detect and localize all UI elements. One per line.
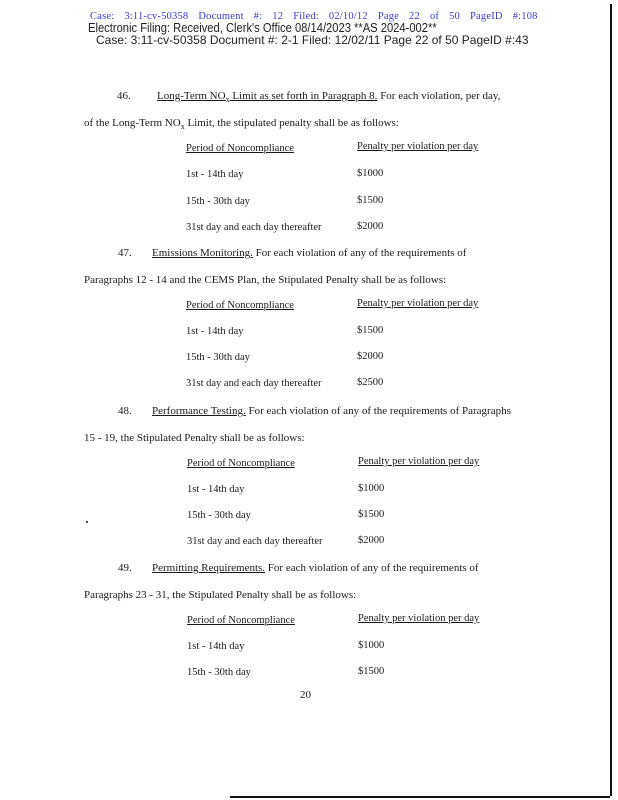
table-header-period: Period of Noncompliance (186, 300, 294, 311)
p46-line2-b: Limit, the stipulated penalty shall be as follows: (184, 117, 399, 129)
table-row-penalty: $2500 (357, 377, 384, 388)
paragraph-49-line-2: Paragraphs 23 - 31, the Stipulated Penalty shall be as follows: (84, 589, 357, 601)
paragraph-46-number: 46. (117, 90, 131, 102)
stamp-filed-label: Filed: (293, 11, 319, 22)
page-number: 20 (300, 689, 311, 701)
table-header-penalty: Penalty per violation per day (358, 456, 480, 467)
paragraph-48-title: Performance Testing. (152, 405, 246, 417)
table-header-period: Period of Noncompliance (187, 458, 295, 469)
stamp-pageid: #:108 (512, 11, 538, 22)
paragraph-48-line-2: 15 - 19, the Stipulated Penalty shall be as follows: (84, 432, 305, 444)
p46-title-subscript: x (225, 95, 230, 105)
table-row-period: 1st - 14th day (186, 169, 244, 180)
table-header-penalty: Penalty per violation per day (357, 141, 479, 152)
table-row-period: 1st - 14th day (186, 326, 244, 337)
table-row-penalty: $2000 (358, 535, 385, 546)
p46-text: For each violation, per day, (377, 90, 501, 102)
paragraph-46-line-1 (157, 90, 500, 104)
table-row-penalty: $1000 (357, 168, 384, 179)
stamp-filed-date: 02/10/12 (328, 11, 368, 22)
table-row-period: 31st day and each day thereafter (186, 222, 322, 233)
p47-text: For each violation of any of the requirements of (252, 247, 467, 259)
paragraph-47-number: 47. (118, 247, 132, 259)
stamp-page-number: 22 (409, 11, 420, 22)
paragraph-46-title (157, 90, 378, 105)
table-row-penalty: $1000 (358, 483, 385, 494)
scan-speck (86, 521, 88, 523)
case-header-line: Case: 3:11-cv-50358 Document #: 2-1 Filed: 12/02/11 Page 22 of 50 PageID #:43 (96, 33, 529, 47)
table-header-period: Period of Noncompliance (187, 615, 295, 626)
stamp-case-label: Case: (90, 11, 115, 22)
table-row-period: 31st day and each day thereafter (187, 536, 323, 547)
paragraph-48-number: 48. (118, 405, 132, 417)
table-row-period: 31st day and each day thereafter (186, 378, 322, 389)
p46-title-rest: Limit as set forth in Paragraph 8. (229, 90, 378, 102)
paragraph-46-line-2 (84, 117, 399, 131)
stamp-hash: #: (253, 11, 263, 22)
stamp-pageid-label: PageID (470, 11, 503, 22)
p46-line2-subscript: x (180, 122, 185, 132)
paragraph-49-title: Permitting Requirements. (152, 562, 266, 574)
electronic-filing-header: Electronic Filing: Received, Clerk's Office 08/14/2023 **AS 2024-002** (88, 20, 437, 35)
paragraph-48-line-1 (152, 405, 511, 417)
stamp-document-label: Document (198, 11, 244, 22)
p46-line2-a: of the Long-Term NO (84, 117, 181, 129)
p48-text: For each violation of any of the requirements of Paragraphs (245, 405, 511, 417)
paragraph-47-line-1 (152, 247, 466, 259)
table-row-penalty: $1000 (358, 640, 385, 651)
table-header-penalty: Penalty per violation per day (358, 613, 480, 624)
table-row-penalty: $1500 (357, 325, 384, 336)
table-header-penalty: Penalty per violation per day (357, 298, 479, 309)
table-row-penalty: $2000 (357, 351, 384, 362)
table-row-penalty: $1500 (358, 509, 385, 520)
scan-edge-right (610, 4, 612, 796)
paragraph-47-line-2: Paragraphs 12 - 14 and the CEMS Plan, the Stipulated Penalty shall be as follows: (84, 274, 447, 286)
table-row-period: 1st - 14th day (187, 484, 245, 495)
p46-title-text: Long-Term NO (157, 90, 226, 102)
stamp-page-total: 50 (449, 11, 461, 22)
stamp-of: of (429, 11, 440, 22)
table-row-period: 15th - 30th day (187, 667, 251, 678)
table-row-period: 15th - 30th day (186, 352, 250, 363)
stamp-page-label: Page (377, 11, 400, 22)
p49-text: For each violation of any of the requirements of (265, 562, 479, 574)
paragraph-49-number: 49. (118, 562, 132, 574)
paragraph-49-line-1 (152, 562, 479, 574)
scan-edge-bottom (230, 796, 610, 798)
table-row-period: 15th - 30th day (186, 196, 250, 207)
table-header-period: Period of Noncompliance (186, 143, 294, 154)
stamp-document-number: 12 (272, 11, 284, 22)
table-row-penalty: $1500 (357, 195, 384, 206)
table-row-penalty: $1500 (358, 666, 385, 677)
table-row-period: 1st - 14th day (187, 641, 245, 652)
table-row-period: 15th - 30th day (187, 510, 251, 521)
table-row-penalty: $2000 (357, 221, 384, 232)
paragraph-47-title: Emissions Monitoring. (152, 247, 253, 259)
stamp-case-number: 3:11-cv-50358 (124, 11, 189, 22)
